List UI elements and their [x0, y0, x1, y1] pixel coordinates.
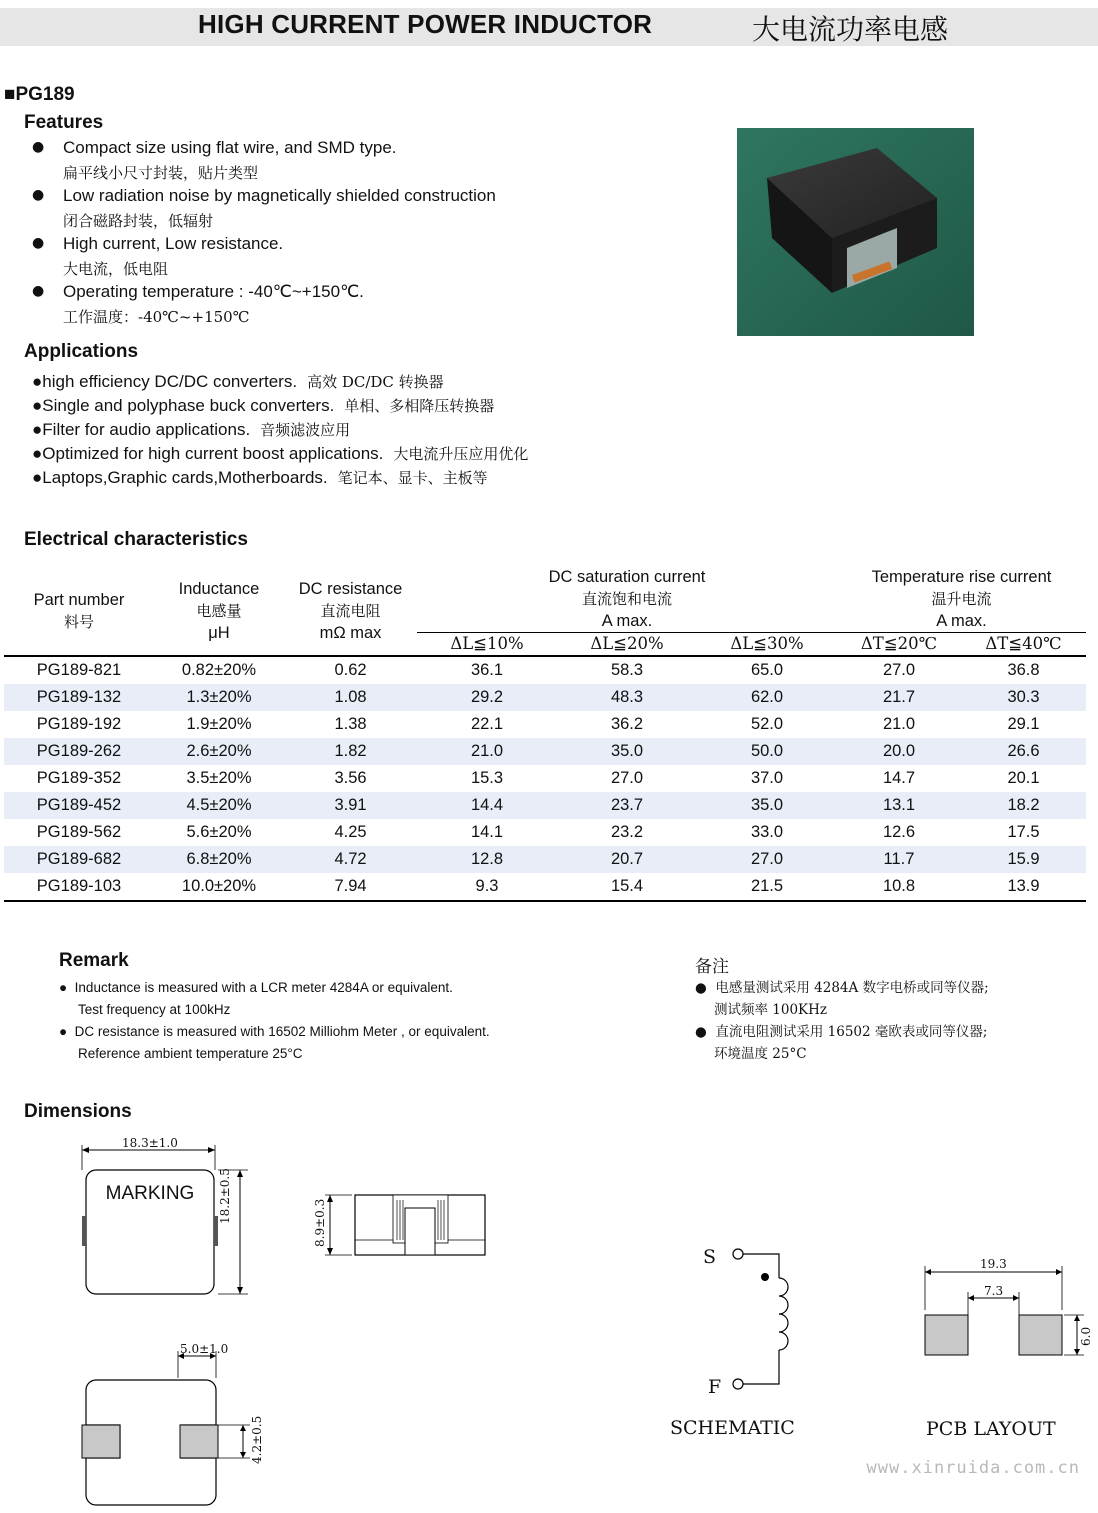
bullet-icon: ● [32, 283, 45, 299]
header-text: DC saturation current [548, 568, 706, 586]
bullet-icon: ● [59, 980, 68, 995]
table-row [4, 765, 1086, 792]
application-text-cn: 大电流升压应用优化 [393, 445, 529, 463]
remark-text: 直流电阻测试采用 16502 毫欧表或同等仪器; [715, 1024, 988, 1040]
table-cell: 12.8 [417, 846, 557, 873]
table-cell: 37.0 [750, 769, 784, 787]
header-sat-10: ΔL≦10% [417, 633, 557, 657]
table-cell: 15.4 [610, 877, 644, 895]
bullet-icon: ● [695, 1024, 707, 1040]
header-sat-20: ΔL≦20% [557, 633, 697, 657]
table-cell: 14.1 [470, 823, 504, 841]
table-cell: 1.08 [284, 684, 417, 711]
application-text-cn: 单相、多相降压转换器 [344, 397, 495, 415]
application-text-en: Single and polyphase buck converters. [42, 396, 335, 415]
feature-text-en: Compact size using flat wire, and SMD type. [63, 138, 397, 157]
table-cell: 6.8±20% [154, 846, 284, 873]
table-cell: PG189-821 [36, 661, 122, 679]
table-cell: 4.72 [284, 846, 417, 873]
title-english: HIGH CURRENT POWER INDUCTOR [198, 9, 653, 39]
header-temp-20: ΔT≦20℃ [837, 633, 961, 657]
bullet-icon: ● [59, 1024, 68, 1039]
remark-text: 电感量测试采用 4284A 数字电桥或同等仪器; [715, 980, 989, 996]
table-cell: 1.9±20% [186, 715, 252, 733]
table-row [4, 819, 1086, 846]
remark-heading: Remark [59, 950, 129, 971]
table-cell: 27.0 [697, 846, 837, 873]
application-text-en: high efficiency DC/DC converters. [42, 372, 298, 391]
table-cell: 4.5±20% [154, 792, 284, 819]
feature-text-cn: 扁平线小尺寸封装，贴片类型 [63, 164, 259, 182]
header-text: DC resistance [298, 579, 403, 598]
header-text: 料号 [63, 612, 94, 631]
table-cell: 58.3 [610, 661, 644, 679]
table-cell: PG189-352 [36, 769, 122, 787]
feature-text-cn: 工作温度：-40℃~+150℃ [63, 308, 250, 326]
table-row [4, 846, 1086, 873]
bullet-icon: ● [695, 980, 707, 996]
table-cell: 20.1 [1007, 769, 1040, 787]
pcb-layout-caption: PCB LAYOUT [926, 1418, 1056, 1440]
table-row [4, 684, 1086, 711]
side-view-drawing [325, 1195, 485, 1255]
table-cell: 29.2 [417, 684, 557, 711]
applications-heading: Applications [24, 341, 139, 362]
dim-pad-height-label: 4.2±0.5 [250, 1415, 264, 1464]
header-inductance [154, 566, 284, 656]
table-cell: 3.91 [284, 792, 417, 819]
application-text-en: Laptops,Graphic cards,Motherboards. [42, 468, 328, 487]
table-cell: 52.0 [750, 715, 784, 733]
dim-side-height-label: 8.9±0.3 [313, 1198, 327, 1247]
electrical-table [4, 566, 1086, 902]
product-photo [737, 128, 974, 336]
schematic-caption: SCHEMATIC [670, 1417, 795, 1439]
table-row [4, 656, 1086, 684]
remark-list-en [59, 977, 490, 1065]
table-cell: PG189-562 [36, 823, 122, 841]
bottom-view-drawing [82, 1351, 250, 1505]
remark-text: Inductance is measured with a LCR meter 4284A or equivalent. [74, 980, 453, 995]
table-cell: PG189-132 [4, 684, 154, 711]
application-text-cn: 音频滤波应用 [260, 421, 351, 439]
inductor-photo-icon [737, 128, 974, 336]
remark-item [695, 977, 989, 999]
pcb-gap-label: 7.3 [984, 1284, 1004, 1298]
remark-text: Test frequency at 100kHz [78, 1002, 231, 1017]
table-cell: 21.0 [417, 738, 557, 765]
title-chinese: 大电流功率电感 [752, 13, 949, 46]
table-row [4, 873, 1086, 901]
electrical-heading: Electrical characteristics [24, 529, 248, 550]
table-cell: PG189-192 [36, 715, 122, 733]
table-cell: 3.5±20% [186, 769, 252, 787]
features-heading: Features [24, 112, 104, 133]
application-text-en: Optimized for high current boost applications. [42, 444, 384, 463]
table-cell: 26.6 [961, 738, 1086, 765]
table-cell: 20.7 [557, 846, 697, 873]
header-text: 温升电流 [931, 590, 992, 608]
table-cell: 20.0 [837, 738, 961, 765]
header-text: A max. [936, 612, 987, 630]
feature-text-en: High current, Low resistance. [63, 234, 284, 253]
remark-item [59, 1021, 490, 1043]
table-cell: 12.6 [882, 823, 916, 841]
table-cell: 0.82±20% [181, 661, 257, 679]
feature-text-en: Low radiation noise by magnetically shielded construction [63, 186, 496, 205]
table-cell: 27.0 [882, 661, 916, 679]
pcb-height-label: 6.0 [1079, 1326, 1093, 1346]
remark-list-cn [695, 977, 989, 1065]
bullet-icon: ● [32, 139, 45, 155]
table-cell: 10.0±20% [181, 877, 257, 895]
header-temp-40: ΔT≦40℃ [961, 633, 1086, 657]
table-cell: 21.7 [837, 684, 961, 711]
table-cell: 14.7 [882, 769, 916, 787]
table-cell: 11.7 [837, 846, 961, 873]
remark-text: 环境温度 25°C [714, 1046, 807, 1062]
application-item: ●Single and polyphase buck converters. 单相、多相降压转换器 [32, 396, 495, 415]
header-saturation-current [417, 566, 837, 633]
table-cell: 17.5 [1007, 823, 1040, 841]
table-cell: 62.0 [697, 684, 837, 711]
header-sat-30: ΔL≦30% [697, 633, 837, 657]
table-cell: 36.8 [1007, 661, 1040, 679]
table-cell: 0.62 [334, 661, 367, 679]
table-cell: 23.2 [610, 823, 644, 841]
table-cell: 23.7 [557, 792, 697, 819]
table-cell: 30.3 [961, 684, 1086, 711]
remark-text: 测试频率 100KHz [714, 1002, 828, 1018]
table-cell: 15.3 [470, 769, 504, 787]
header-dc-resistance [284, 566, 417, 656]
bullet-icon: ● [32, 235, 45, 251]
header-part-number [4, 566, 154, 656]
table-cell: 5.6±20% [186, 823, 252, 841]
table-cell: 21.5 [750, 877, 784, 895]
watermark: www.xinruida.com.cn [866, 1458, 1080, 1478]
model-number: ■PG189 [4, 84, 75, 105]
header-text: μH [208, 623, 230, 642]
header-text: Part number [33, 590, 125, 609]
table-row [4, 792, 1086, 819]
table-cell: 13.1 [837, 792, 961, 819]
table-cell: PG189-452 [4, 792, 154, 819]
table-cell: 33.0 [750, 823, 784, 841]
schematic-drawing [733, 1249, 788, 1389]
pcb-width-label: 19.3 [980, 1257, 1007, 1271]
header-text: A max. [601, 612, 653, 630]
table-cell: 22.1 [470, 715, 504, 733]
table-cell: 9.3 [475, 877, 499, 895]
table-row [4, 711, 1086, 738]
table-cell: 36.1 [470, 661, 504, 679]
remark-text: Reference ambient temperature 25°C [78, 1046, 303, 1061]
bullet-icon: ● [32, 187, 45, 203]
dim-height-label: 18.2±0.5 [218, 1168, 232, 1224]
table-row [4, 738, 1086, 765]
table-cell: PG189-103 [36, 877, 122, 895]
table-cell: 15.9 [961, 846, 1086, 873]
dimensions-heading: Dimensions [24, 1101, 132, 1122]
table-cell: 65.0 [750, 661, 784, 679]
header-temperature-current [837, 566, 1086, 633]
marking-label: MARKING [105, 1183, 195, 1204]
dim-width-label: 18.3±1.0 [122, 1136, 178, 1150]
feature-text-en: Operating temperature : -40℃~+150℃. [63, 282, 364, 301]
remark-item [59, 977, 490, 999]
table-cell: 3.56 [334, 769, 367, 787]
table-cell: 13.9 [1007, 877, 1040, 895]
table-cell: 35.0 [557, 738, 697, 765]
application-text-en: Filter for audio applications. [42, 420, 251, 439]
table-cell: 4.25 [334, 823, 367, 841]
header-text: mΩ max [319, 623, 382, 642]
header-text: Temperature rise current [871, 568, 1052, 586]
table-cell: 1.82 [284, 738, 417, 765]
table-cell: 18.2 [961, 792, 1086, 819]
application-text-cn: 笔记本、显卡、主板等 [337, 469, 488, 487]
table-cell: 48.3 [557, 684, 697, 711]
remark-text: DC resistance is measured with 16502 Milliohm Meter , or equivalent. [74, 1024, 490, 1039]
table-cell: 27.0 [610, 769, 644, 787]
remark-heading-cn: 备注 [695, 957, 729, 977]
application-item: ●Optimized for high current boost applications. 大电流升压应用优化 [32, 444, 529, 463]
table-cell: PG189-262 [4, 738, 154, 765]
feature-text-cn: 闭合磁路封装，低辐射 [63, 212, 214, 230]
schematic-f-label: F [708, 1376, 722, 1398]
schematic-s-label: S [703, 1246, 717, 1268]
table-cell: 14.4 [417, 792, 557, 819]
table-cell: 2.6±20% [154, 738, 284, 765]
feature-text-cn: 大电流，低电阻 [63, 260, 169, 278]
header-text: 直流电阻 [320, 601, 381, 620]
header-text: Inductance [178, 579, 260, 598]
table-cell: 1.3±20% [154, 684, 284, 711]
table-cell: 35.0 [697, 792, 837, 819]
table-cell: 36.2 [610, 715, 644, 733]
pcb-layout-drawing [925, 1266, 1084, 1355]
header-text: 电感量 [196, 601, 242, 620]
remark-item [695, 1021, 989, 1043]
table-cell: 50.0 [697, 738, 837, 765]
application-text-cn: 高效 DC/DC 转换器 [307, 373, 444, 391]
application-item: ●high efficiency DC/DC converters. 高效 DC/DC 转换器 [32, 372, 444, 391]
table-cell: 29.1 [1007, 715, 1040, 733]
dim-pad-width-label: 5.0±1.0 [180, 1342, 229, 1356]
table-cell: 1.38 [334, 715, 367, 733]
table-cell: 21.0 [882, 715, 916, 733]
table-cell: 7.94 [334, 877, 367, 895]
table-cell: 10.8 [882, 877, 916, 895]
application-item: ●Laptops,Graphic cards,Motherboards. 笔记本、显卡、主板等 [32, 468, 488, 487]
application-item: ●Filter for audio applications. 音频滤波应用 [32, 420, 351, 439]
header-text: 直流饱和电流 [581, 590, 672, 608]
table-cell: PG189-682 [4, 846, 154, 873]
